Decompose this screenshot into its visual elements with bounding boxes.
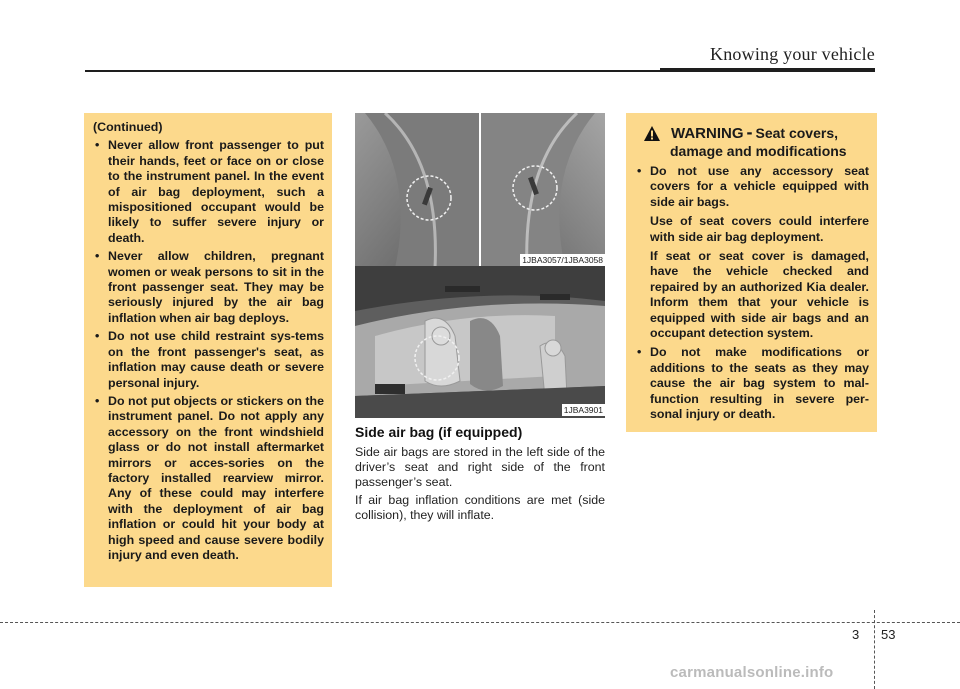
list-item-text: Use of seat covers could interfere with side air bag deployment. bbox=[650, 214, 869, 244]
list-item-text: Never allow children, pregnant women or weak persons to sit in the front passenger seat. They may be seriously injured by the air bag inflation when air bag deploys. bbox=[108, 249, 324, 325]
list-item-text: Do not use child restraint sys-tems on the front passenger's seat, as inflation may cause death or severe personal injury. bbox=[108, 329, 324, 390]
list-item-text: Do not use any accessory seat covers for a vehicle equipped with side air bags. bbox=[650, 164, 869, 209]
bullet-dot: • bbox=[95, 393, 100, 408]
list-item-text: Do not put objects or stickers on the instrument panel. Do not apply any accessory on the front windshield glass or do not install aftermarket mirrors or acces-sories on the factory installed rearview mirror. Any of these could may interfere with the deployment of air bag inflation or could hit your body at high speed and cause severe bodily injury and even death. bbox=[108, 393, 324, 562]
side-airbag-body bbox=[355, 445, 605, 526]
warning-subtitle: Seat covers, bbox=[755, 125, 838, 141]
continued-label: (Continued) bbox=[93, 120, 163, 134]
body-paragraph: If air bag inflation conditions are met (side collision), they will inflate. bbox=[355, 493, 605, 522]
warning-list bbox=[92, 138, 324, 563]
chapter-number: 3 bbox=[852, 627, 860, 642]
list-item bbox=[634, 164, 869, 341]
warning-subtitle-line2: damage and modifications bbox=[670, 143, 847, 159]
section-title: Knowing your vehicle bbox=[710, 44, 875, 64]
body-paragraph: Side air bags are stored in the left side of the driver’s seat and right side of the front passenger’s seat. bbox=[355, 445, 605, 489]
seat-airbag-figure bbox=[355, 113, 605, 268]
watermark: carmanualsonline.info bbox=[670, 664, 834, 681]
page-number: 53 bbox=[881, 627, 896, 642]
warning-box bbox=[626, 113, 877, 432]
list-item bbox=[92, 249, 324, 326]
list-item bbox=[92, 138, 324, 246]
footer-rule bbox=[0, 622, 960, 623]
bullet-dot: • bbox=[637, 345, 642, 360]
seat-airbag-illustration bbox=[355, 113, 605, 268]
figure-code-label: 1JBA3057/1JBA3058 bbox=[522, 255, 603, 265]
bullet-dot: • bbox=[95, 329, 100, 344]
list-item bbox=[92, 329, 324, 391]
warning-list bbox=[634, 164, 869, 423]
list-item bbox=[92, 394, 324, 563]
warning-triangle-icon bbox=[644, 126, 660, 141]
bullet-dot: • bbox=[95, 138, 100, 153]
warning-dash: - bbox=[746, 122, 753, 142]
header-rule-accent bbox=[660, 68, 875, 72]
airbag-deployment-illustration bbox=[355, 266, 605, 418]
list-item-text: If seat or seat cover is damaged, have the vehicle checked and repaired by an authorized Kia dealer. Inform them that your vehicle is equipped with side air bags and an occupant detection system. bbox=[650, 249, 869, 341]
side-airbag-heading: Side air bag (if equipped) bbox=[355, 424, 523, 440]
warning-label: WARNING bbox=[671, 125, 744, 142]
continued-warning-box bbox=[84, 113, 332, 587]
list-item bbox=[634, 345, 869, 422]
bullet-dot: • bbox=[95, 249, 100, 264]
page-number-separator bbox=[874, 610, 875, 689]
figure-code-label: 1JBA3901 bbox=[563, 405, 603, 415]
warning-header bbox=[634, 123, 869, 160]
airbag-deployment-figure bbox=[355, 266, 605, 418]
bullet-dot: • bbox=[637, 164, 642, 178]
list-item-text: Never allow front passenger to put their hands, feet or face on or close to the instrument panel. In the event of air bag deployment, such a mispositioned occupant would be likely to suffer severe injury or death. bbox=[108, 138, 324, 245]
list-item-text: Do not make modifications or additions to the seats as they may cause the air bag system to mal-function resulting in severe per-sonal injury or death. bbox=[650, 345, 869, 422]
